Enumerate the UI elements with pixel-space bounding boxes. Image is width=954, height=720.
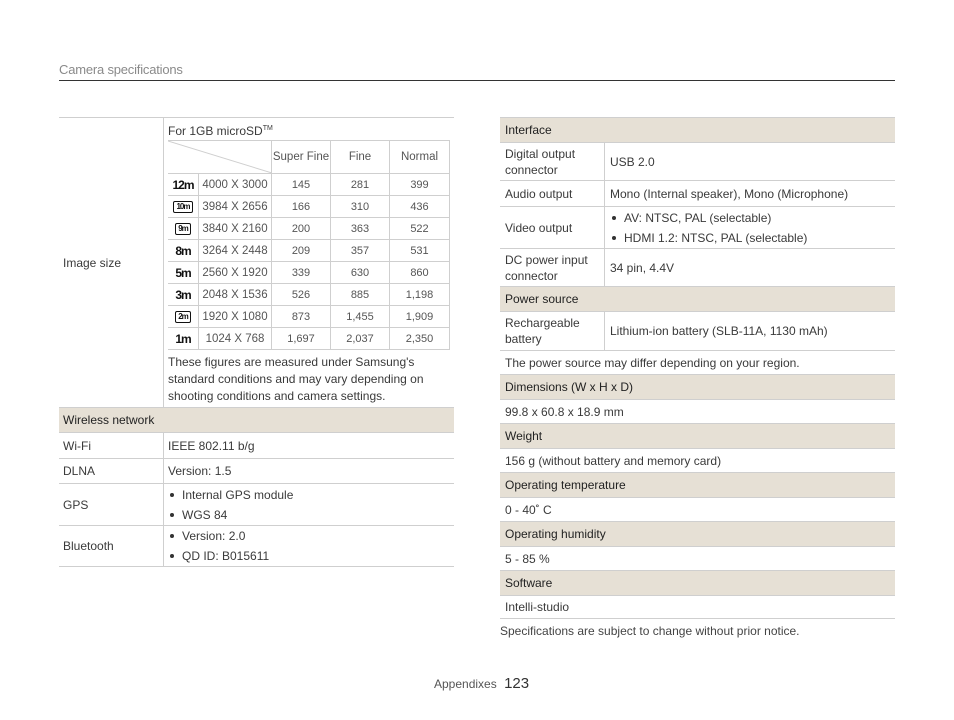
table-row — [168, 218, 450, 240]
image-size-label: Image size — [59, 118, 164, 407]
page-title: Camera specifications — [59, 62, 183, 77]
image-count-cell: 885 — [331, 284, 390, 306]
image-count-cell: 873 — [272, 306, 331, 328]
bluetooth-value — [164, 526, 454, 566]
resolution-value: 3264 X 2448 — [199, 240, 272, 262]
image-count-cell: 310 — [331, 196, 390, 218]
image-count-cell: 531 — [390, 240, 450, 262]
table-row — [168, 240, 450, 262]
section-operating-humidity: Operating humidity — [500, 521, 895, 546]
section-wireless-network: Wireless network — [59, 407, 454, 432]
video-output-label: Video output — [500, 207, 605, 248]
dlna-value: Version: 1.5 — [168, 464, 232, 478]
image-count-cell: 281 — [331, 174, 390, 196]
list-item: HDMI 1.2: NTSC, PAL (selectable) — [610, 228, 890, 248]
col-header-fine: Fine — [331, 141, 390, 174]
right-spec-table — [500, 117, 895, 638]
resolution-icon-cell — [168, 262, 199, 284]
dlna-label: DLNA — [59, 459, 164, 483]
resolution-value: 4000 X 3000 — [199, 174, 272, 196]
resolution-icon-cell — [168, 218, 199, 240]
image-count-cell: 522 — [390, 218, 450, 240]
video-output-row — [500, 206, 895, 248]
image-count-cell: 1,697 — [272, 328, 331, 350]
resolution-value: 1024 X 768 — [199, 328, 272, 350]
battery-value: Lithium-ion battery (SLB-11A, 1130 mAh) — [610, 324, 828, 338]
col-header-super-fine: Super Fine — [272, 141, 331, 174]
section-operating-temperature: Operating temperature — [500, 472, 895, 497]
page-number: 123 — [504, 675, 530, 692]
digital-output-value: USB 2.0 — [610, 154, 655, 169]
resolution-icon-cell — [168, 174, 199, 196]
audio-output-row — [500, 180, 895, 206]
1m-icon: 1m — [175, 331, 191, 346]
image-count-cell: 1,909 — [390, 306, 450, 328]
list-item: QD ID: B015611 — [168, 546, 450, 566]
image-count-cell: 166 — [272, 196, 331, 218]
col-header-normal: Normal — [390, 141, 450, 174]
digital-output-row — [500, 142, 895, 180]
image-count-cell: 363 — [331, 218, 390, 240]
header-divider — [59, 80, 895, 81]
list-item: WGS 84 — [168, 505, 450, 525]
resolution-icon-cell — [168, 196, 199, 218]
battery-row — [500, 311, 895, 350]
audio-output-label: Audio output — [500, 181, 605, 206]
software-value: Intelli-studio — [500, 595, 895, 619]
weight-value: 156 g (without battery and memory card) — [500, 448, 895, 472]
audio-output-value: Mono (Internal speaker), Mono (Microphone) — [610, 186, 849, 201]
image-count-cell: 1,455 — [331, 306, 390, 328]
resolution-icon-cell — [168, 328, 199, 350]
image-count-cell: 526 — [272, 284, 331, 306]
wifi-label: Wi-Fi — [59, 433, 164, 458]
image-count-cell: 200 — [272, 218, 331, 240]
8m-icon: 8m — [175, 243, 191, 258]
3m-icon: 3m — [175, 287, 191, 302]
resolution-icon-cell — [168, 306, 199, 328]
table-row — [168, 284, 450, 306]
table-row — [168, 174, 450, 196]
12m-icon: 12m — [172, 177, 194, 192]
image-size-row — [59, 117, 454, 407]
image-count-cell: 630 — [331, 262, 390, 284]
image-count-cell: 399 — [390, 174, 450, 196]
video-output-value — [605, 207, 895, 248]
diagonal-line — [168, 141, 272, 173]
gps-row — [59, 483, 454, 525]
digital-output-label: Digital output connector — [500, 143, 605, 180]
image-count-cell: 339 — [272, 262, 331, 284]
9m-icon: 9m — [175, 223, 191, 235]
image-count-cell: 209 — [272, 240, 331, 262]
battery-label: Rechargeable battery — [500, 312, 605, 350]
dc-input-row — [500, 248, 895, 286]
gps-value — [164, 484, 454, 525]
diagonal-header-cell — [168, 141, 272, 174]
section-interface: Interface — [500, 117, 895, 142]
resolution-icon-cell — [168, 240, 199, 262]
resolution-value: 2560 X 1920 — [199, 262, 272, 284]
section-power-source: Power source — [500, 286, 895, 311]
resolution-value: 2048 X 1536 — [199, 284, 272, 306]
wifi-row — [59, 432, 454, 458]
table-row — [168, 306, 450, 328]
table-row — [168, 262, 450, 284]
list-item: Version: 2.0 — [168, 526, 450, 546]
dc-input-label: DC power input connector — [500, 249, 605, 286]
image-size-value — [164, 118, 454, 407]
image-count-cell: 2,350 — [390, 328, 450, 350]
footer-section: Appendixes — [434, 677, 497, 691]
resolution-icon-cell — [168, 284, 199, 306]
dlna-row — [59, 458, 454, 483]
image-count-cell: 2,037 — [331, 328, 390, 350]
image-count-cell: 357 — [331, 240, 390, 262]
2m-icon: 2m — [175, 311, 191, 323]
power-note: The power source may differ depending on your region. — [500, 350, 895, 374]
dimensions-value: 99.8 x 60.8 x 18.9 mm — [500, 399, 895, 423]
section-dimensions: Dimensions (W x H x D) — [500, 374, 895, 399]
table-row — [168, 328, 450, 350]
temperature-value: 0 - 40˚ C — [500, 497, 895, 521]
resolution-value: 1920 X 1080 — [199, 306, 272, 328]
gps-label: GPS — [59, 484, 164, 525]
image-count-cell: 436 — [390, 196, 450, 218]
left-spec-table — [59, 117, 454, 567]
section-weight: Weight — [500, 423, 895, 448]
wifi-value: IEEE 802.11 b/g — [168, 438, 255, 453]
section-software: Software — [500, 570, 895, 595]
humidity-value: 5 - 85 % — [500, 546, 895, 570]
resolution-value: 3840 X 2160 — [199, 218, 272, 240]
image-count-cell: 145 — [272, 174, 331, 196]
bluetooth-label: Bluetooth — [59, 526, 164, 566]
list-item: Internal GPS module — [168, 485, 450, 505]
sd-card-title: For 1GB microSD™ — [168, 124, 273, 138]
list-item: AV: NTSC, PAL (selectable) — [610, 208, 890, 228]
table-row — [168, 196, 450, 218]
specifications-footnote: Specifications are subject to change without prior notice. — [500, 624, 800, 638]
resolution-table — [168, 140, 450, 350]
image-count-cell: 1,198 — [390, 284, 450, 306]
image-size-note: These figures are measured under Samsung's standard conditions and may vary depending on shooting conditions and camera settings. — [168, 355, 424, 403]
image-count-cell: 860 — [390, 262, 450, 284]
10m-icon: 10m — [173, 201, 192, 213]
page-footer — [434, 675, 529, 692]
resolution-value: 3984 X 2656 — [199, 196, 272, 218]
5m-icon: 5m — [175, 265, 191, 280]
bluetooth-row — [59, 525, 454, 567]
dc-input-value: 34 pin, 4.4V — [610, 260, 675, 275]
